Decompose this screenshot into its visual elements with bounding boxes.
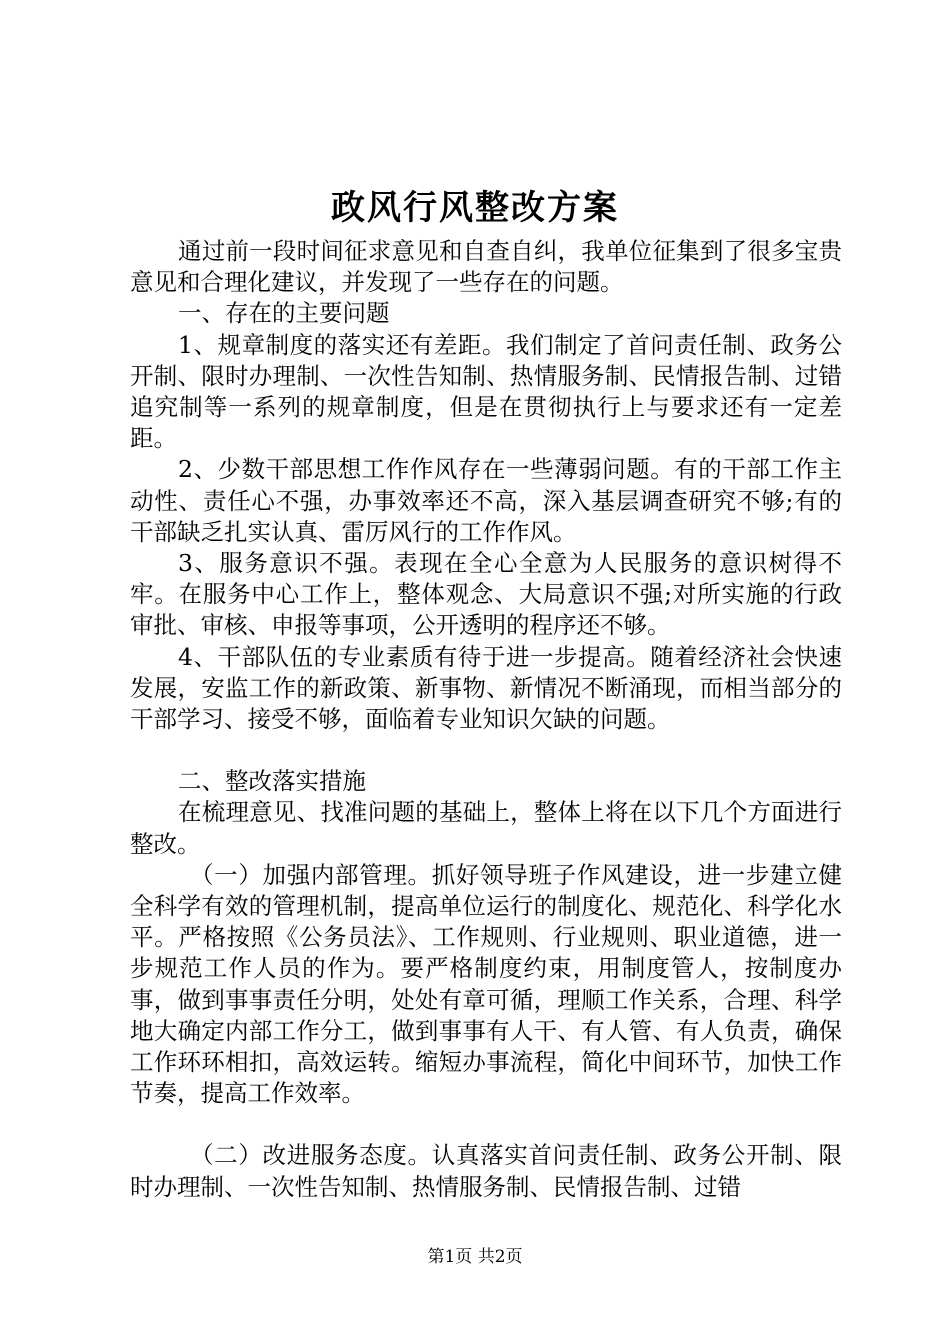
problem-item-3: 3、服务意识不强。表现在全心全意为人民服务的意识树得不牢。在服务中心工作上，整体观念、大局意识不强;对所实施的行政审批、审核、申报等事项，公开透明的程序还不够。 (130, 549, 842, 640)
section-heading-measures: 二、整改落实措施 (178, 767, 366, 796)
page-number-footer: 第1页 共2页 (427, 1247, 523, 1267)
measure-item-2: （二）改进服务态度。认真落实首问责任制、政务公开制、限时办理制、一次性告知制、热情服务制、民情报告制、过错 (130, 1141, 842, 1201)
measures-intro-paragraph: 在梳理意见、找准问题的基础上，整体上将在以下几个方面进行整改。 (130, 798, 842, 858)
paragraph-spacer (130, 735, 842, 766)
measure-item-1: （一）加强内部管理。抓好领导班子作风建设，进一步建立健全科学有效的管理机制，提高单位运行的制度化、规范化、科学化水平。严格按照《公务员法》、工作规则、行业规则、职业道德，进一步规范工作人员的作为。要严格制度约束，用制度管人，按制度办事，做到事事责任分明，处处有章可循，理顺工作关系，合理、科学地大确定内部工作分工，做到事事有人干、有人管、有人负责，确保工作环环相扣，高效运转。缩短办事流程，简化中间环节，加快工作节奏，提高工作效率。 (130, 860, 842, 1108)
document-body (130, 236, 842, 1203)
problem-item-2: 2、少数干部思想工作作风存在一些薄弱问题。有的干部工作主动性、责任心不强，办事效率还不高，深入基层调查研究不够;有的干部缺乏扎实认真、雷厉风行的工作作风。 (130, 455, 842, 546)
section-heading-problems: 一、存在的主要问题 (178, 299, 390, 328)
problem-item-4: 4、干部队伍的专业素质有待于进一步提高。随着经济社会快速发展，安监工作的新政策、新事物、新情况不断涌现，而相当部分的干部学习、接受不够，面临着专业知识欠缺的问题。 (130, 642, 842, 734)
document-title: 政风行风整改方案 (331, 188, 619, 228)
problem-item-1: 1、规章制度的落实还有差距。我们制定了首问责任制、政务公开制、限时办理制、一次性告知制、热情服务制、民情报告制、过错追究制等一系列的规章制度，但是在贯彻执行上与要求还有一定差距。 (130, 330, 842, 453)
paragraph-spacer (130, 1109, 842, 1140)
intro-paragraph: 通过前一段时间征求意见和自查自纠，我单位征集到了很多宝贵意见和合理化建议，并发现了一些存在的问题。 (130, 237, 842, 297)
